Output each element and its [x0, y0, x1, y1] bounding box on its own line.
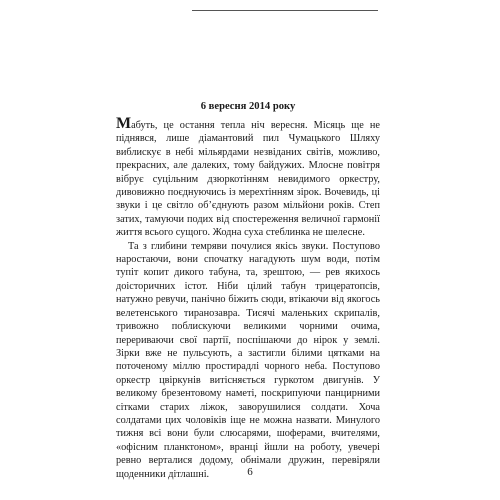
chapter-heading: 6 вересня 2014 року — [200, 101, 296, 112]
paragraph-1-text: абуть, це остання тепла ніч вересня. Місяць ще не піднявся, лише діамантовий пил Чумацького Шляху виблискує в небі мільярдами незвіданих світів, можливо, прекрасних, але далеких, тому байдужих. Млосне повітря вібрує суцільним дзюркотінням невидимого оркестру, дивовижно поєднуючись із мерехтінням зірок. Вочевидь, ці звуки і це світло об’єднують разом мільйони років. Степ затих, тамуючи подих від спостереження величної гармонії життя всього сущого. Жодна суха стеблинка не шелесне. — [116, 120, 380, 239]
paragraph-1 — [116, 117, 380, 240]
paragraph-2: Та з глибини темряви почулися якісь звуки. Поступово наростаючи, вони спочатку нагадують шум води, потім тупіт копит дикого табуна, та, зрештою, — рев якихось доісторичних істот. Ніби цілий табун трицератопсів, натужно ревучи, панічно біжить сюди, втікаючи від якогось велетенського тиранозавра. Тисячі маленьких скрипалів, тривожно поблискуючи великими чорними очима, перериваючи свої партії, поспішаючи до нірок у землі. Зірки вже не пульсують, а застигли білими цятками на поточеному міллю простирадлі чорного неба. Поступово оркестр цвіркунів витісняється гуркотом двигунів. У великому брезентовому наметі, поскрипуючи панцирними сітками старих ліжок, заворушилися солдати. Хоча солдатами цих чоловіків іще не можна назвати. Минулого тижня всі вони були слюсарями, шоферами, вчителями, «офісним планктоном», вранці йшли на роботу, увечері ревно верталися додому, обнімали дружин, перевіряли щоденники дітлашні. — [116, 240, 380, 480]
page-number: 6 — [247, 466, 253, 478]
page-body — [116, 100, 380, 481]
header-rule — [192, 10, 378, 11]
drop-cap: М — [116, 115, 132, 132]
